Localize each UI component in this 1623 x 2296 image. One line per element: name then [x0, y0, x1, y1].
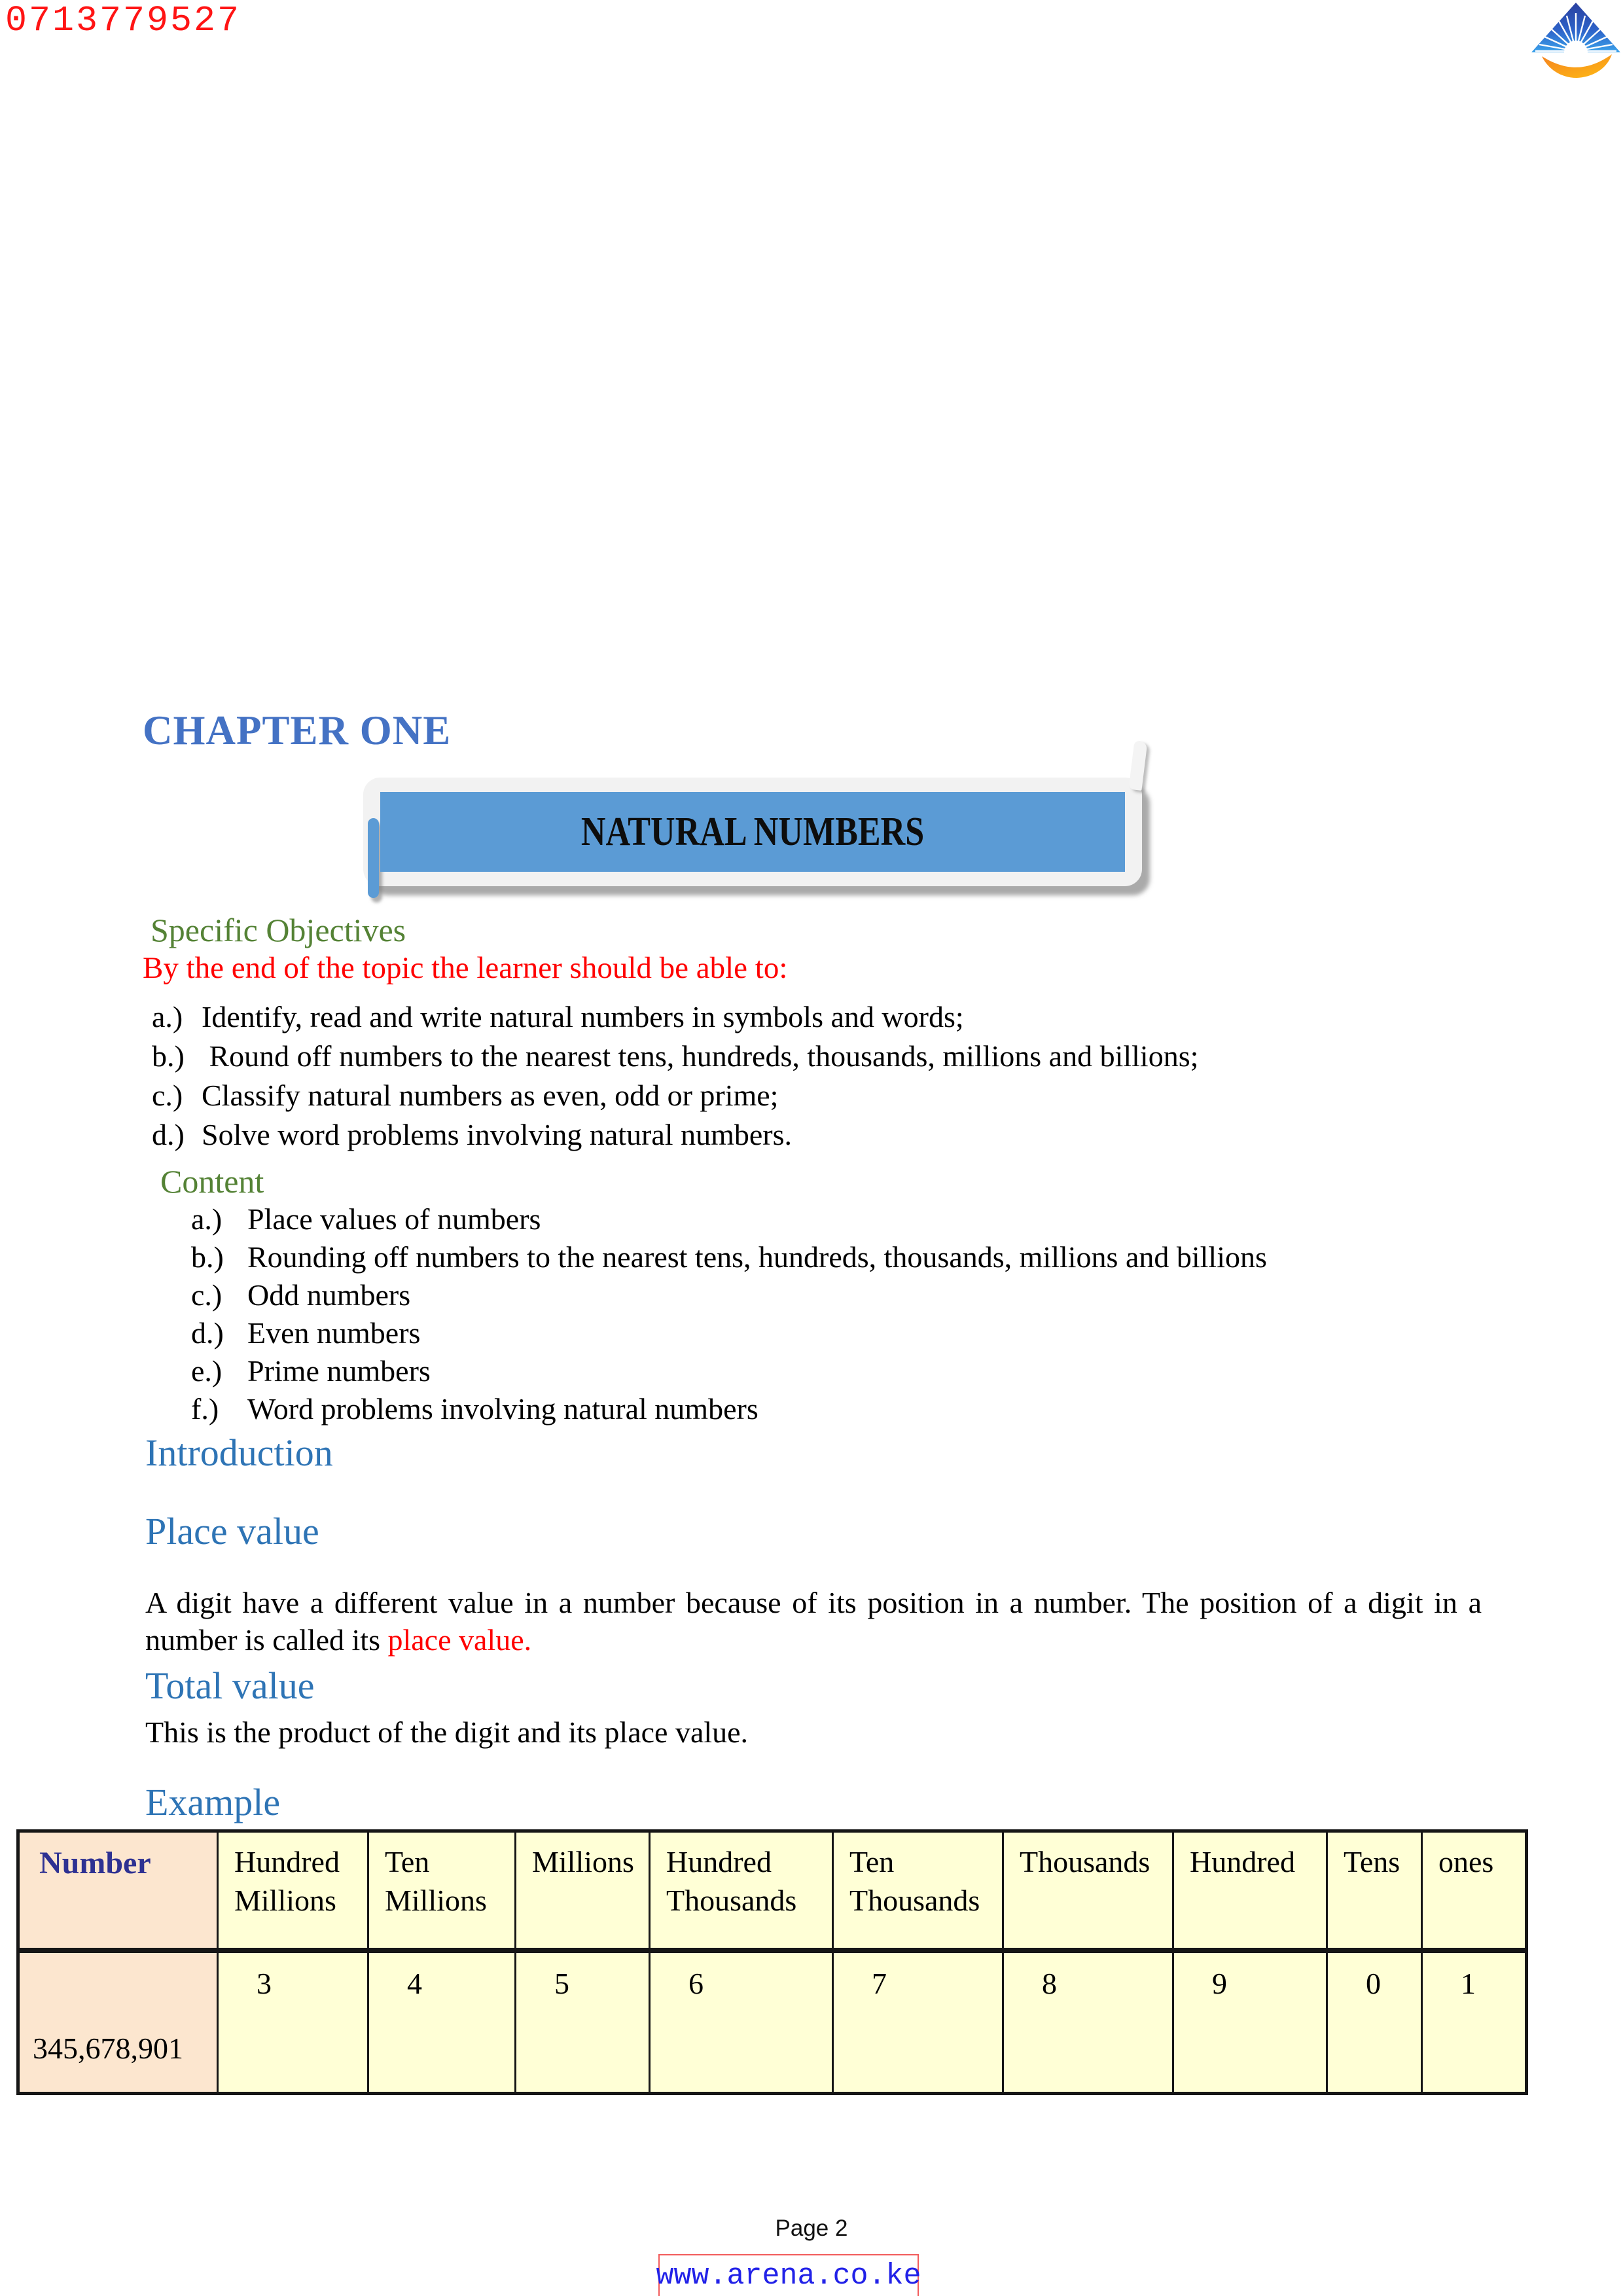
banner-title: NATURAL NUMBERS — [580, 809, 925, 854]
list-item — [191, 1352, 1267, 1390]
website-box — [658, 2254, 919, 2296]
list-marker: d.) — [191, 1316, 224, 1350]
digit-cell: 4 — [368, 1950, 516, 2094]
objectives-list — [152, 997, 1198, 1155]
list-item — [191, 1200, 1267, 1238]
website-link[interactable]: www.arena.co.ke — [656, 2259, 921, 2293]
list-marker: f.) — [191, 1392, 219, 1426]
digit-cell: 8 — [1003, 1950, 1173, 2094]
list-item — [191, 1390, 1267, 1428]
digit-cell: 5 — [516, 1950, 650, 2094]
list-text: Classify natural numbers as even, odd or prime; — [202, 1079, 779, 1112]
list-item — [152, 1076, 1198, 1115]
example-heading: Example — [145, 1781, 281, 1823]
phone-number: 0713779527 — [5, 0, 241, 41]
list-marker: a.) — [191, 1202, 223, 1236]
list-item — [152, 1115, 1198, 1155]
digit-cell: 6 — [650, 1950, 833, 2094]
list-text: Identify, read and write natural numbers in symbols and words; — [202, 1000, 964, 1033]
arena-logo-icon — [1530, 1, 1622, 79]
list-item — [152, 997, 1198, 1037]
specific-objectives-heading: Specific Objectives — [151, 912, 406, 948]
column-header: Hundred — [1173, 1831, 1327, 1951]
table-row — [18, 1950, 1527, 2094]
list-item — [191, 1314, 1267, 1352]
banner-hook-decoration — [1129, 740, 1148, 791]
content-heading: Content — [160, 1163, 264, 1200]
chapter-title: CHAPTER ONE — [143, 708, 452, 753]
list-item — [191, 1238, 1267, 1276]
digit-cell: 1 — [1422, 1950, 1527, 2094]
column-header: Hundred Thousands — [650, 1831, 833, 1951]
paragraph-text: A digit have a different value in a number because of its position in a number. The position of a digit in a number is called its — [145, 1586, 1482, 1657]
place-value-paragraph — [145, 1584, 1482, 1659]
list-text: Place values of numbers — [247, 1202, 541, 1236]
list-text: Solve word problems involving natural numbers. — [202, 1118, 792, 1151]
digit-cell: 0 — [1327, 1950, 1422, 2094]
column-header: Millions — [516, 1831, 650, 1951]
list-marker: b.) — [152, 1039, 185, 1073]
digit-cell: 9 — [1173, 1950, 1327, 2094]
introduction-heading: Introduction — [145, 1431, 333, 1474]
chapter-banner — [363, 778, 1142, 886]
banner-panel — [380, 792, 1125, 872]
list-marker: a.) — [152, 1000, 183, 1033]
list-marker: d.) — [152, 1118, 185, 1151]
logo-swoosh — [1542, 54, 1612, 78]
list-text: Odd numbers — [247, 1278, 411, 1312]
place-value-heading: Place value — [145, 1510, 319, 1552]
column-header: Number — [18, 1831, 218, 1951]
column-header: Tens — [1327, 1831, 1422, 1951]
list-marker: c.) — [191, 1278, 223, 1312]
content-list — [191, 1200, 1267, 1428]
page-number: Page 2 — [775, 2215, 848, 2241]
list-marker: c.) — [152, 1079, 183, 1112]
total-value-text: This is the product of the digit and its place value. — [145, 1715, 749, 1749]
digit-cell: 3 — [218, 1950, 368, 2094]
list-item — [152, 1037, 1198, 1076]
column-header: Ten Millions — [368, 1831, 516, 1951]
list-text: Round off numbers to the nearest tens, hundreds, thousands, millions and billions; — [202, 1039, 1199, 1073]
list-marker: b.) — [191, 1240, 224, 1274]
banner-pill-decoration — [368, 818, 379, 898]
objectives-intro-line: By the end of the topic the learner should be able to: — [143, 951, 788, 985]
number-cell: 345,678,901 — [18, 1950, 218, 2094]
list-text: Rounding off numbers to the nearest tens, hundreds, thousands, millions and billions — [247, 1240, 1267, 1274]
total-value-heading: Total value — [145, 1664, 315, 1707]
list-text: Word problems involving natural numbers — [247, 1392, 758, 1426]
list-text: Even numbers — [247, 1316, 421, 1350]
list-text: Prime numbers — [247, 1354, 431, 1388]
list-item — [191, 1276, 1267, 1314]
column-header: Ten Thousands — [833, 1831, 1003, 1951]
column-header: ones — [1422, 1831, 1527, 1951]
table-header-row — [18, 1831, 1527, 1951]
list-marker: e.) — [191, 1354, 223, 1388]
place-value-table — [16, 1829, 1528, 2095]
column-header: Hundred Millions — [218, 1831, 368, 1951]
column-header: Thousands — [1003, 1831, 1173, 1951]
digit-cell: 7 — [833, 1950, 1003, 2094]
place-value-highlight: place value. — [387, 1623, 532, 1657]
